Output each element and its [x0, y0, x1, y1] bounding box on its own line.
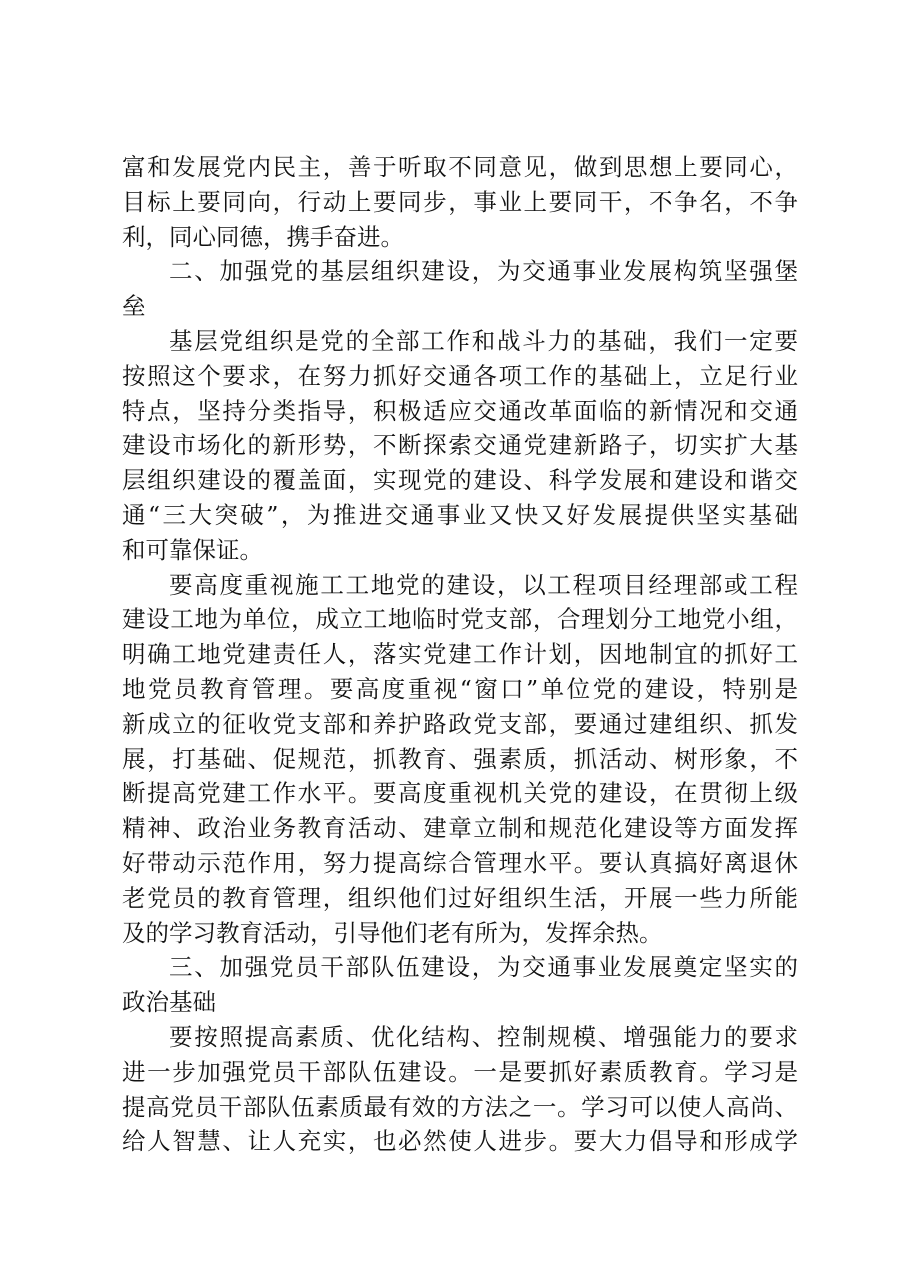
text-line: 层组织建设的覆盖面，实现党的建设、科学发展和建设和谐交: [122, 466, 798, 495]
text-line: 展，打基础、促规范，抓教育、强素质，抓活动、树形象，不: [122, 744, 798, 773]
text-line: 政治基础: [122, 988, 216, 1017]
document-body: [122, 150, 798, 1159]
text-line: 及的学习教育活动，引导他们老有所为，发挥余热。: [122, 918, 663, 947]
text-line: 通“三大突破”，为推进交通事业又快又好发展提供坚实基础: [122, 500, 798, 529]
text-line: 按照这个要求，在努力抓好交通各项工作的基础上，立足行业: [122, 361, 798, 390]
text-line: 垒: [122, 292, 146, 321]
text-line: 和可靠保证。: [122, 535, 263, 564]
text-line: 老党员的教育管理，组织他们过好组织生活，开展一些力所能: [122, 883, 798, 912]
text-line: 建设工地为单位，成立工地临时党支部，合理划分工地党小组，: [122, 605, 798, 634]
text-line: 好带动示范作用，努力提高综合管理水平。要认真搞好离退休: [122, 848, 798, 877]
text-line: 利，同心同德，携手奋进。: [122, 222, 404, 251]
text-line: 精神、政治业务教育活动、建章立制和规范化建设等方面发挥: [122, 814, 798, 843]
text-line: 要按照提高素质、优化结构、控制规模、增强能力的要求: [169, 1022, 798, 1051]
text-line: 特点，坚持分类指导，积极适应交通改革面临的新情况和交通: [122, 396, 798, 425]
text-line: 明确工地党建责任人，落实党建工作计划，因地制宜的抓好工: [122, 640, 798, 669]
text-line: 地党员教育管理。要高度重视“窗口”单位党的建设，特别是: [122, 674, 798, 703]
text-line: 进一步加强党员干部队伍建设。一是要抓好素质教育。学习是: [122, 1057, 798, 1086]
text-line: 目标上要同向，行动上要同步，事业上要同干，不争名，不争: [122, 187, 798, 216]
text-line: 断提高党建工作水平。要高度重视机关党的建设，在贯彻上级: [122, 779, 798, 808]
text-line: 新成立的征收党支部和养护路政党支部，要通过建组织、抓发: [122, 709, 798, 738]
text-line: 要高度重视施工工地党的建设，以工程项目经理部或工程: [169, 570, 798, 599]
text-line: 提高党员干部队伍素质最有效的方法之一。学习可以使人高尚、: [122, 1092, 798, 1121]
text-line: 建设市场化的新形势，不断探索交通党建新路子，切实扩大基: [122, 431, 798, 460]
text-line: 给人智慧、让人充实，也必然使人进步。要大力倡导和形成学: [122, 1127, 798, 1156]
text-line: 基层党组织是党的全部工作和战斗力的基础，我们一定要: [169, 326, 798, 355]
text-line: 三、加强党员干部队伍建设，为交通事业发展奠定坚实的: [169, 953, 798, 982]
text-line: 二、加强党的基层组织建设，为交通事业发展构筑坚强堡: [169, 257, 798, 286]
text-line: 富和发展党内民主，善于听取不同意见，做到思想上要同心，: [122, 153, 798, 181]
